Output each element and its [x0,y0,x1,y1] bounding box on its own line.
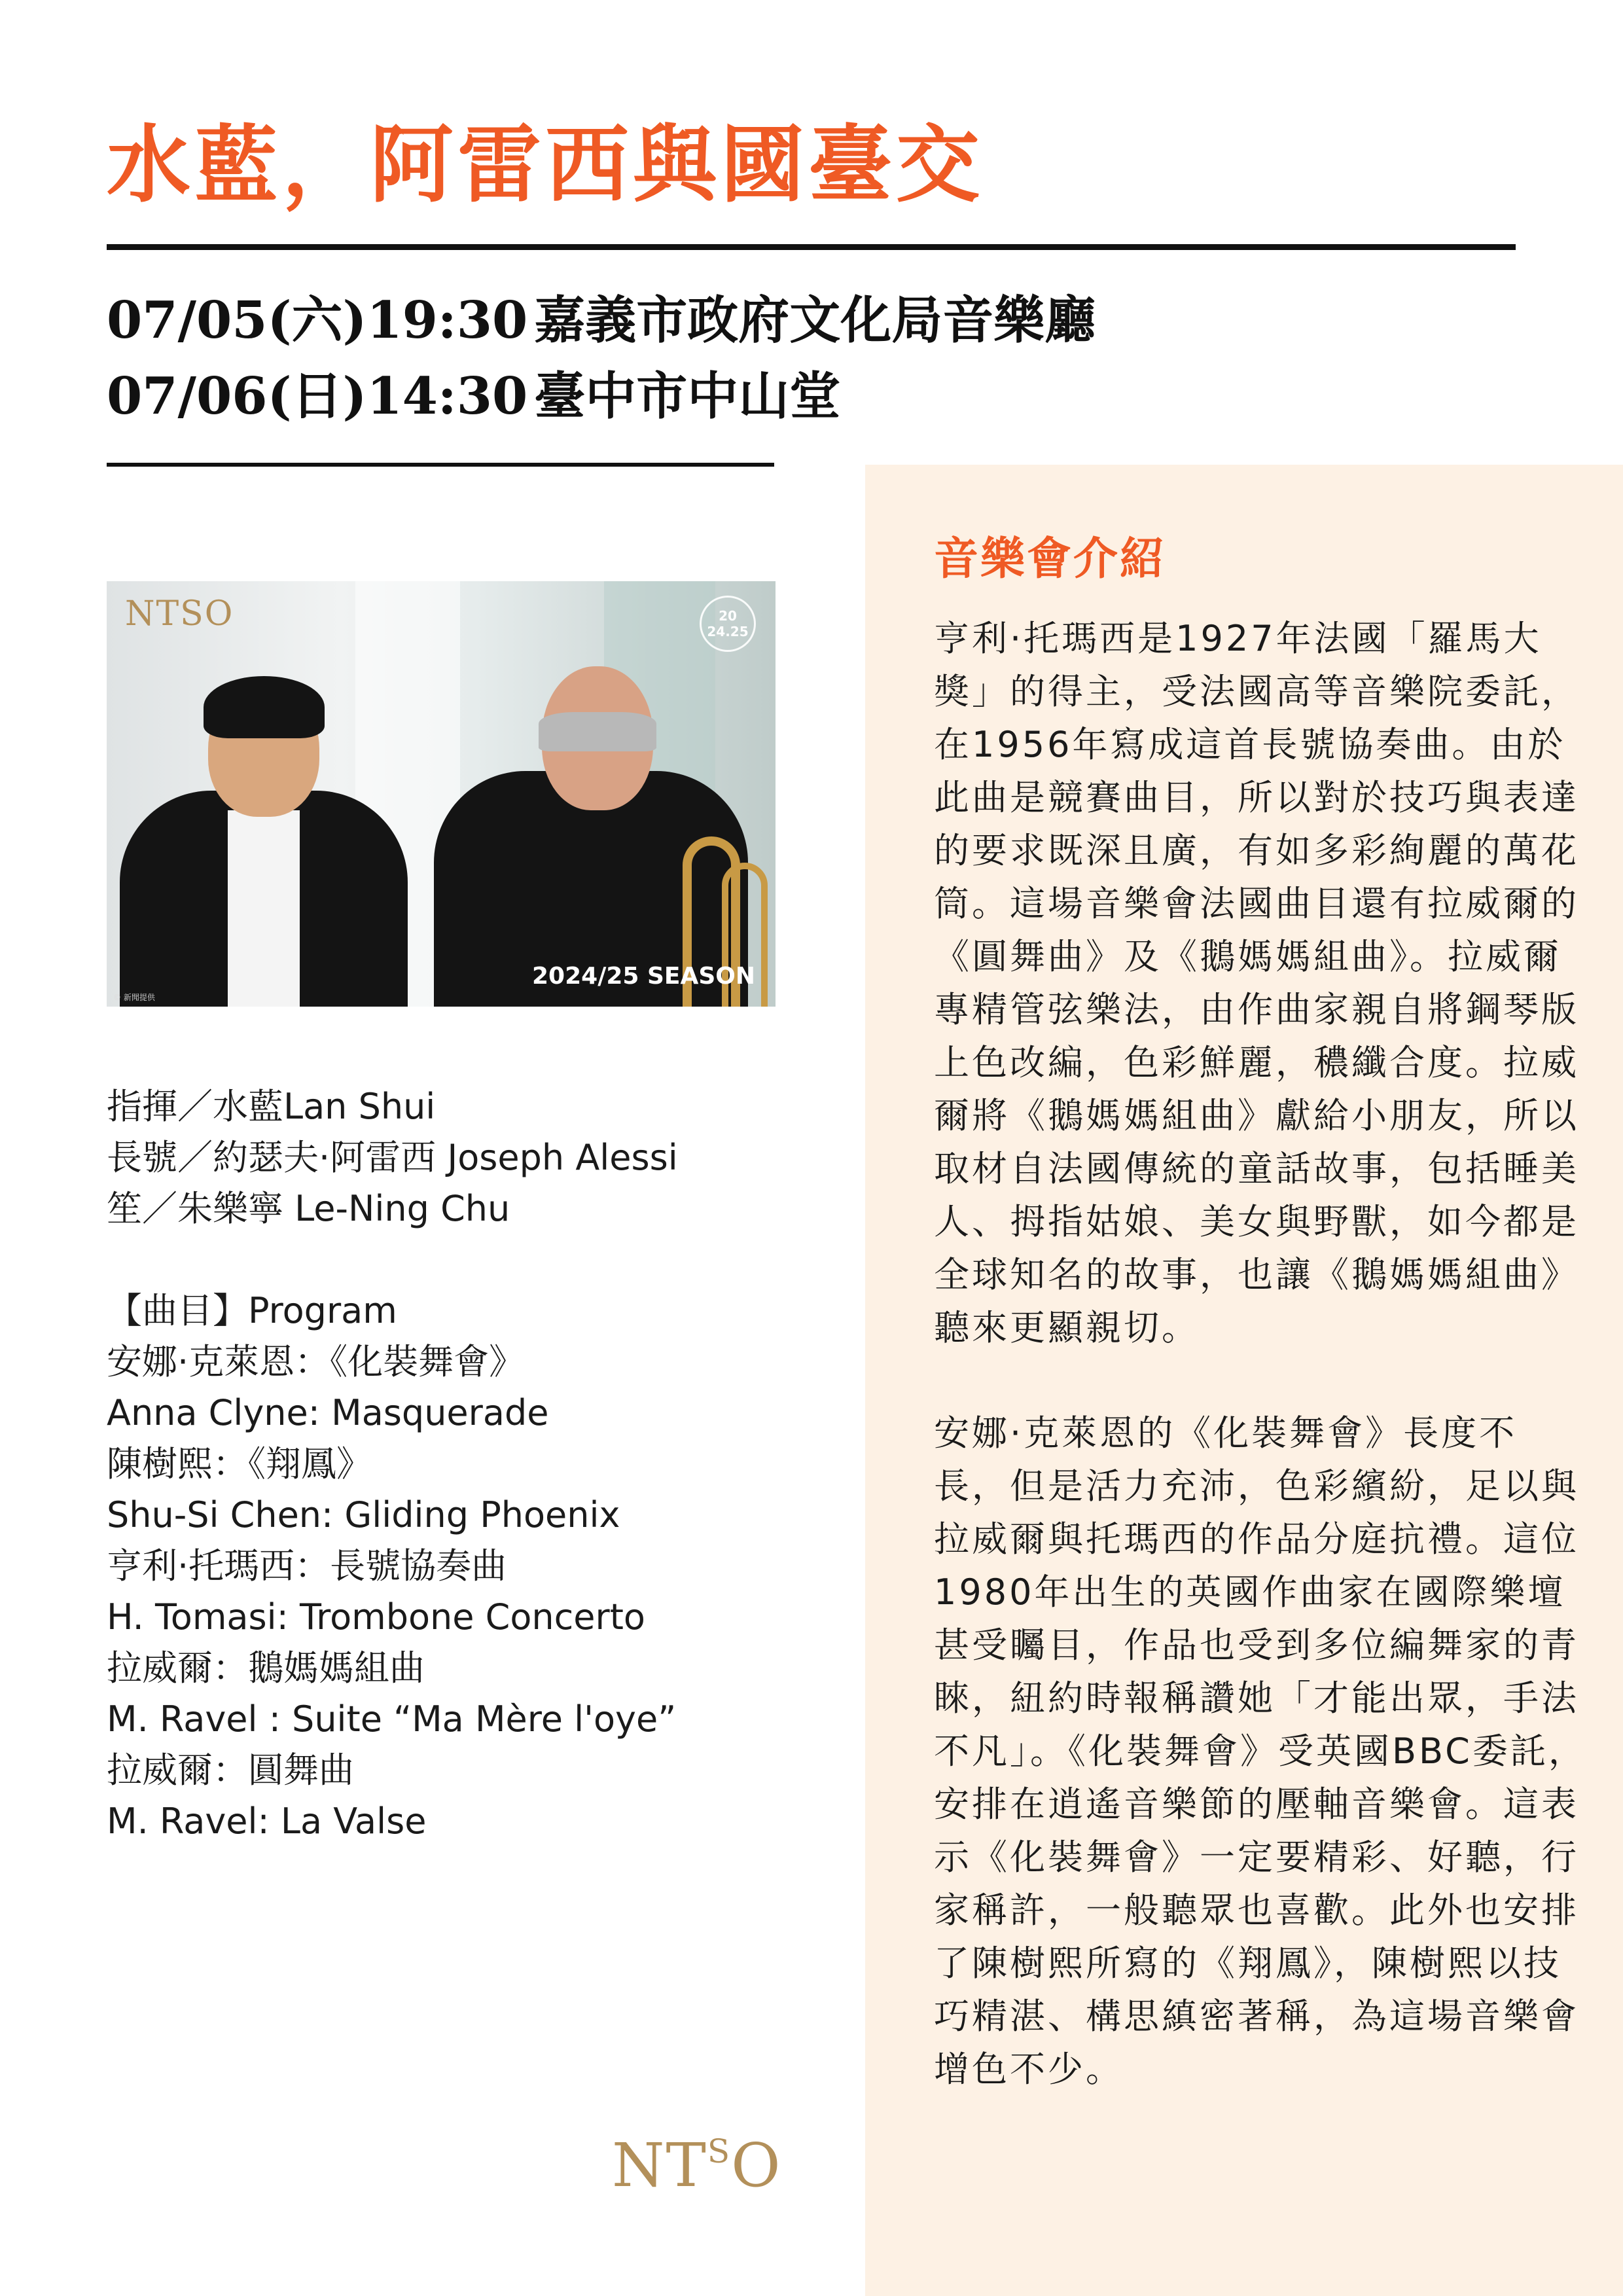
venue: 臺中市中山堂 [534,367,841,426]
program-item: H. Tomasi: Trombone Concerto [107,1596,645,1638]
intro-body [934,612,1588,2148]
season-badge-icon: 20 24.25 [700,596,756,652]
ntso-footer-logo: $NT^SO$ [612,2130,782,2200]
performer-line: 長號／約瑟夫·阿雷西 Joseph Alessi [107,1137,678,1178]
conductor-figure [120,640,408,1007]
intro-paragraph: 亨利·托瑪西是1927年法國「羅馬大獎」的得主，受法國高等音樂院委託，在1956年寫成這首長號協奏曲。由於此曲是競賽曲目，所以對於技巧與表達的要求既深且廣，有如多彩絢麗的萬花筒。這場音樂會法國曲目還有拉威爾的《圓舞曲》及《鵝媽媽組曲》。拉威爾專精管弦樂法，由作曲家親自將鋼琴版上色改編，色彩鮮麗，穠纖合度。拉威爾將《鵝媽媽組曲》獻給小朋友，所以取材自法國傳統的童話故事，包括睡美人、拇指姑娘、美女與野獸，如今都是全球知名的故事，也讓《鵝媽媽組曲》聽來更顯親切。 [934,618,1579,1348]
program-item: 亨利·托瑪西：長號協奏曲 [107,1545,507,1587]
program-heading: 【曲目】Program [107,1290,397,1331]
performer-line: 笙／朱樂寧 Le-Ning Chu [107,1188,510,1229]
program-item: 拉威爾：圓舞曲 [107,1749,354,1791]
performance-dates [107,283,1096,435]
dates-divider [107,463,774,467]
page-title: 水藍，阿雷西與國臺交 [107,117,984,214]
date-time: 07/06(日)14:30 [107,367,528,426]
program-item: 陳樹熙：《翔鳳》 [107,1443,372,1484]
spacer [107,1234,827,1285]
date-line-2 [107,359,1096,435]
performers-and-program [107,1081,827,1847]
photo-credit: © 新聞提供 [113,993,155,1002]
intro-paragraph: 安娜·克萊恩的《化裝舞會》長度不長，但是活力充沛，色彩繽紛，足以與拉威爾與托瑪西的作品分庭抗禮。這位1980年出生的英國作曲家在國際樂壇甚受矚目，作品也受到多位編舞家的青睞，紐約時報稱讚她「才能出眾，手法不凡」。《化裝舞會》受英國BBC委託，安排在逍遙音樂節的壓軸音樂會。這表示《化裝舞會》一定要精彩、好聽，行家稱許，一般聽眾也喜歡。此外也安排了陳樹熙所寫的《翔鳳》，陳樹熙以技巧精湛、構思縝密著稱，為這場音樂會增色不少。 [934,1412,1586,2090]
program-item: Shu-Si Chen: Gliding Phoenix [107,1494,620,1535]
ntso-logo: NTSO [125,594,234,634]
date-time: 07/05(六)19:30 [107,291,528,350]
date-line-1 [107,283,1096,359]
intro-heading: 音樂會介紹 [934,533,1167,585]
season-label: 2024/25 SEASON [532,963,756,990]
program-item: M. Ravel : Suite “Ma Mère l'oye” [107,1698,677,1740]
program-item: M. Ravel: La Valse [107,1801,427,1842]
program-item: Anna Clyne: Masquerade [107,1392,549,1433]
program-item: 拉威爾：鵝媽媽組曲 [107,1647,425,1689]
venue: 嘉義市政府文化局音樂廳 [534,291,1096,350]
title-divider [107,244,1516,250]
performer-line: 指揮／水藍Lan Shui [107,1086,436,1127]
performers-photo [107,581,776,1007]
program-item: 安娜·克萊恩：《化裝舞會》 [107,1341,525,1382]
